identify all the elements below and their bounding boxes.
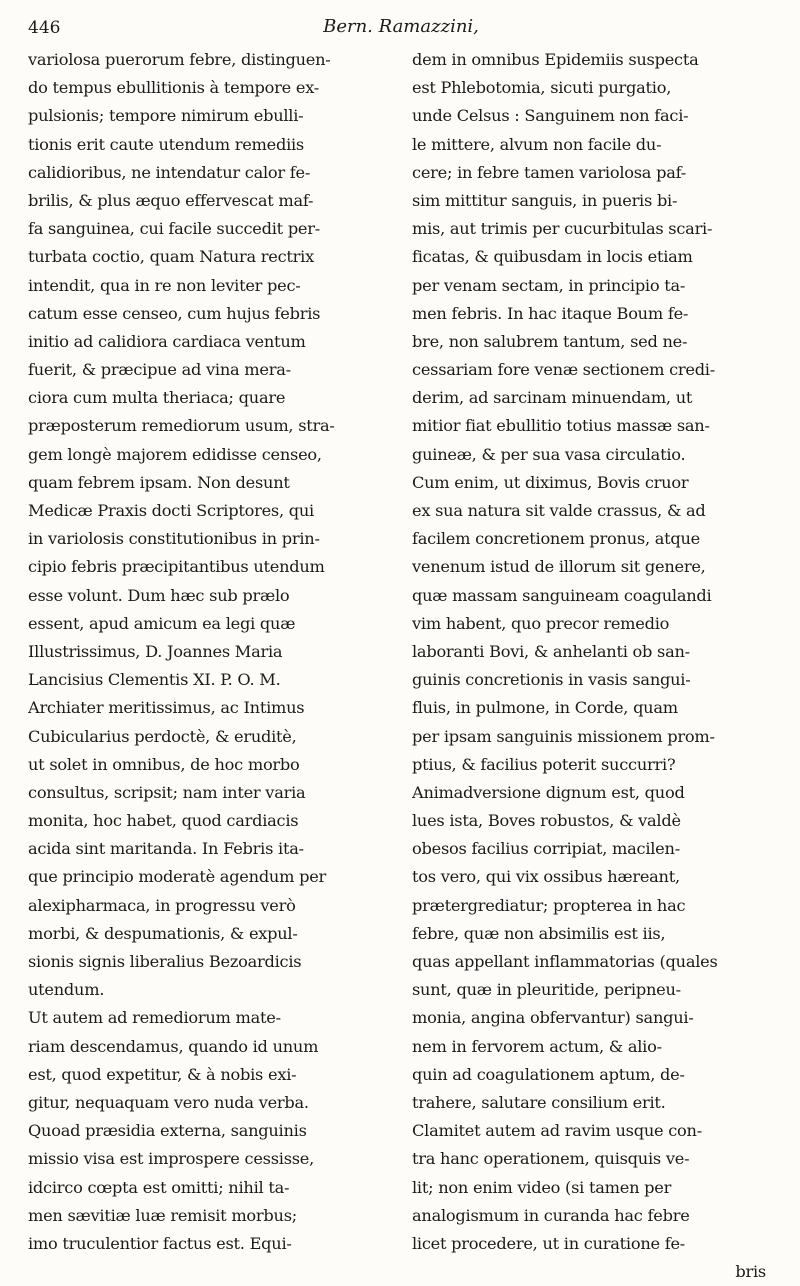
text-line: esse volunt. Dum hæc sub prælo [28, 585, 290, 605]
text-line: alexipharmaca, in progressu verò [28, 895, 296, 915]
text-line: men sævitiæ luæ remisit morbus; [28, 1205, 297, 1225]
text-line: brilis, & plus æquo effervescat maf- [28, 190, 314, 210]
text-line: riam descendamus, quando id unum [28, 1036, 319, 1056]
text-line: guineæ, & per sua vasa circulatio. [412, 444, 686, 464]
text-line: cipio febris præcipitantibus utendum [28, 557, 325, 577]
text-line: guinis concretionis in vasis sangui- [412, 670, 691, 690]
text-line: quæ massam sanguineam coagulandi [412, 585, 712, 605]
text-line: facilem concretionem pronus, atque [412, 529, 701, 549]
text-line: gitur, nequaquam vero nuda verba. [28, 1092, 309, 1112]
text-line: acida sint maritanda. In Febris ita- [28, 839, 304, 859]
text-line: missio visa est improspere cessisse, [28, 1149, 315, 1169]
text-line: obesos facilius corripiat, macilen- [412, 839, 680, 859]
text-line: essent, apud amicum ea legi quæ [28, 613, 296, 633]
text-line: sunt, quæ in pleuritide, peripneu- [412, 980, 681, 1000]
text-line: tos vero, qui vix ossibus hæreant, [412, 867, 680, 887]
text-line: que principio moderatè agendum per [28, 867, 327, 887]
text-line: quam febrem ipsam. Non desunt [28, 472, 290, 492]
text-line: sionis signis liberalius Bezoardicis [28, 952, 302, 971]
text-line: Cum enim, ut diximus, Bovis cruor [412, 472, 689, 492]
text-line: intendit, qua in re non leviter pec- [28, 275, 301, 295]
text-line: dem in omnibus Epidemiis suspecta [412, 50, 699, 69]
text-line: per venam sectam, in principio ta- [412, 275, 686, 295]
text-line: le mittere, alvum non facile du- [412, 134, 662, 154]
text-line: idcirco cœpta est omitti; nihil ta- [28, 1177, 290, 1197]
left-column [28, 46, 390, 1286]
text-line: imo truculentior factus est. Equi- [28, 1233, 292, 1253]
text-columns [28, 46, 774, 1286]
text-line: quin ad coagulationem aptum, de- [412, 1064, 685, 1084]
text-line: men febris. In hac itaque Boum fe- [412, 303, 689, 323]
text-line: variolosa puerorum febre, distinguen- [28, 50, 331, 69]
text-line: ut solet in omnibus, de hoc morbo [28, 754, 300, 774]
text-line: trahere, salutare consilium erit. [412, 1092, 666, 1112]
text-line: Quoad præsidia externa, sanguinis [28, 1121, 307, 1141]
text-line: mis, aut trimis per cucurbitulas scari- [412, 219, 713, 239]
text-line: venenum istud de illorum sit genere, [412, 557, 706, 577]
text-line: Clamitet autem ad ravim usque con- [412, 1121, 702, 1141]
text-line: est Phlebotomia, sicuti purgatio, [412, 78, 672, 98]
catchword: bris [735, 1262, 766, 1282]
text-line: quas appellant inflammatorias (quales [412, 952, 718, 971]
text-line: turbata coctio, quam Natura rectrix [28, 247, 314, 267]
text-line: cere; in febre tamen variolosa paf- [412, 162, 686, 182]
text-line: in variolosis constitutionibus in prin- [28, 529, 320, 549]
text-line: Illustrissimus, D. Joannes Maria [28, 641, 283, 661]
text-line: lues ista, Boves robustos, & valdè [412, 811, 681, 831]
right-column [412, 46, 774, 1286]
text-line: præposterum remediorum usum, stra- [28, 416, 335, 436]
text-line: monita, hoc habet, quod cardiacis [28, 811, 299, 831]
text-line: Animadversione dignum est, quod [412, 782, 685, 802]
text-line: laboranti Bovi, & anhelanti ob san- [412, 641, 690, 661]
text-line: analogismum in curanda hac febre [412, 1205, 690, 1225]
text-line: tra hanc operationem, quisquis ve- [412, 1149, 690, 1169]
text-line: cessariam fore venæ sectionem credi- [412, 360, 715, 380]
text-line: tionis erit caute utendum remediis [28, 134, 304, 154]
text-line: monia, angina obfervantur) sangui- [412, 1008, 694, 1028]
text-line: fluis, in pulmone, in Corde, quam [412, 698, 678, 718]
text-line: lit; non enim video (si tamen per [412, 1177, 672, 1197]
text-line: Lancisius Clementis XI. P. O. M. [28, 670, 281, 690]
running-title: Bern. Ramazzini, [323, 16, 479, 37]
text-line: licet procedere, ut in curatione fe- [412, 1233, 686, 1253]
text-line: ciora cum multa theriaca; quare [28, 388, 286, 408]
text-line: est, quod expetitur, & à nobis exi- [28, 1064, 297, 1084]
text-line: calidioribus, ne intendatur calor fe- [28, 162, 311, 182]
text-line: consultus, scripsit; nam inter varia [28, 782, 306, 802]
text-line: nem in fervorem actum, & alio- [412, 1036, 662, 1056]
text-line: utendum. [28, 980, 105, 1000]
text-line: catum esse censeo, cum hujus febris [28, 303, 321, 323]
text-line: initio ad calidiora cardiaca ventum [28, 331, 306, 351]
text-line: do tempus ebullitionis à tempore ex- [28, 78, 320, 98]
text-line: febre, quæ non absimilis est iis, [412, 923, 666, 943]
text-line: per ipsam sanguinis missionem prom- [412, 726, 715, 746]
text-line: Medicæ Praxis docti Scriptores, qui [28, 501, 314, 520]
text-line: sim mittitur sanguis, in pueris bi- [412, 190, 678, 210]
running-head [28, 14, 774, 44]
text-line: fa sanguinea, cui facile succedit per- [28, 219, 320, 239]
text-line: derim, ad sarcinam minuendam, ut [412, 388, 693, 408]
text-line: gem longè majorem edidisse censeo, [28, 444, 322, 464]
text-line: ex sua natura sit valde crassus, & ad [412, 501, 706, 520]
text-line: fuerit, & præcipue ad vina mera- [28, 360, 291, 380]
text-line: Archiater meritissimus, ac Intimus [28, 698, 305, 718]
text-line: bre, non salubrem tantum, sed ne- [412, 331, 688, 351]
text-line: ficatas, & quibusdam in locis etiam [412, 247, 693, 267]
text-line: Cubicularius perdoctè, & eruditè, [28, 726, 297, 746]
text-line: Ut autem ad remediorum mate- [28, 1008, 281, 1028]
text-line: prætergrediatur; propterea in hac [412, 895, 686, 915]
text-line: unde Celsus : Sanguinem non faci- [412, 106, 689, 126]
text-line: ptius, & facilius poterit succurri? [412, 754, 676, 774]
page-number: 446 [28, 18, 61, 38]
text-line: vim habent, quo precor remedio [412, 613, 670, 633]
text-line: pulsionis; tempore nimirum ebulli- [28, 106, 304, 126]
text-line: mitior fiat ebullitio totius massæ san- [412, 416, 710, 436]
text-line: morbi, & despumationis, & expul- [28, 923, 298, 943]
